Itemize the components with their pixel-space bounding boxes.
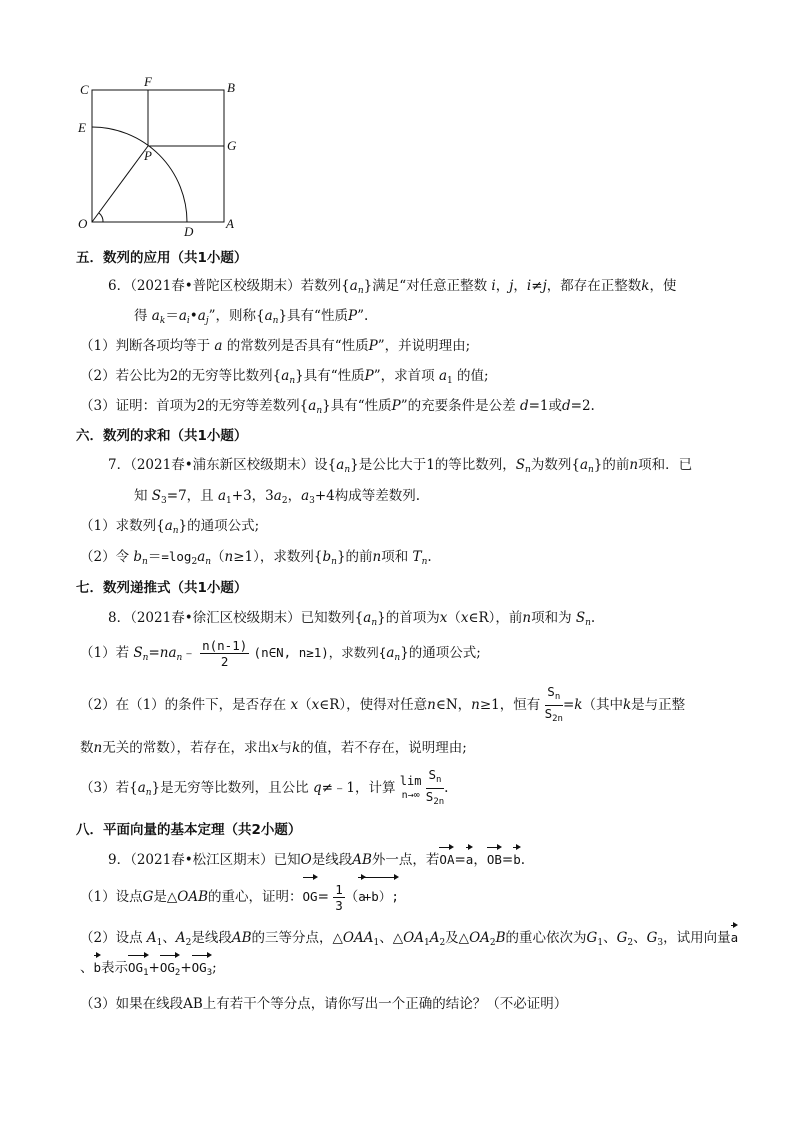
q7-line-2: 知 $S_3=7$，且 $a_1+3$，$3a_2$，$a_3+4$构成等差数列. bbox=[134, 488, 421, 506]
fraction-sn-over-s2n-limit: $\frac{S_n}{S_{2n}}$ bbox=[425, 767, 445, 807]
label-p: P bbox=[144, 148, 152, 163]
q9-line-1: 9．（2021春•松江区期末）已知O是线段AB外一点，若OA=a，OB=b. bbox=[108, 852, 526, 868]
limit-expression: lim n→∞ bbox=[399, 774, 422, 801]
label-f: F bbox=[144, 74, 152, 89]
q9-part-2: （2）设点 $A_1$、$A_2$是线段AB的三等分点，$\triangle OAA_1$、$\triangle OA_1A_2$及$\triangle OA_2B$的重心依次为$G_1$、$G_2$、$G_3$，试用向量a bbox=[80, 930, 739, 948]
q8-part-3: （3）若$\{a_n\}$是无穷等比数列，且公比 q≠﹣1，计算 lim n→∞ $\frac{S_n}{S_{2n}}$ . bbox=[80, 766, 448, 815]
square-outline bbox=[92, 90, 224, 222]
q6-line-1: 6．（2021春•普陀区校级期末）若数列$\{a_n\}$满足“对任意正整数 i，j，i≠j，都存在正整数k，使 bbox=[108, 278, 677, 296]
fraction-one-third: $\frac{1}{3}$ bbox=[335, 882, 343, 913]
label-o: O bbox=[78, 216, 88, 231]
q6-part-2: （2）若公比为2的无穷等比数列$\{a_n\}$具有“性质P”，求首项 $a_1$ 的值; bbox=[80, 368, 489, 386]
q9-part-1: （1）设点G是△OAB的重心，证明：OG= $\frac{1}{3}$ （a+b）; bbox=[80, 882, 399, 913]
label-e: E bbox=[78, 120, 86, 135]
section-7-heading: 七．数列递推式（共1小题） bbox=[76, 580, 248, 596]
q8-part-2: （2）在（1）的条件下，是否存在 x（x∈R），使得对任意n∈N，n≥1，恒有 $\frac{S_n}{S_{2n}}$ =k（其中k是与正整 bbox=[80, 684, 685, 727]
label-b: B bbox=[227, 80, 235, 95]
q9-part-2-line-2: 、b表示$OG_1+OG_2+OG_3$; bbox=[80, 958, 217, 983]
segment-op bbox=[92, 146, 148, 222]
q6-part-1: （1）判断各项均等于 a 的常数列是否具有“性质P”，并说明理由; bbox=[80, 338, 471, 354]
q6-line-2: 得 $a_k=a_i•a_j$”，则称$\{a_n\}$具有“性质P”. bbox=[134, 308, 369, 326]
q7-part-2: （2）令 $b_n==\log_2a_n(n\ge 1)$，求数列$\{b_n\}$的前n项和 $T_n$. bbox=[80, 549, 432, 567]
label-g: G bbox=[227, 138, 237, 153]
q7-line-1: 7．（2021春•浦东新区校级期末）设$\{a_n\}$是公比大于1的等比数列，$S_n$为数列$\{a_n\}$的前n项和．已 bbox=[108, 457, 693, 475]
q8-part-1: （1）若 $S_n=na_n﹣$ $\frac{n(n-1)}{2}$ (n∈N, n≥1)，求数列$\{a_n\}$的通项公式; bbox=[80, 638, 481, 669]
label-c: C bbox=[80, 82, 89, 97]
fraction-sn-over-s2n: $\frac{S_n}{S_{2n}}$ bbox=[544, 684, 563, 724]
section-5-heading: 五．数列的应用（共1小题） bbox=[76, 250, 248, 266]
q8-line-1: 8．（2021春•徐汇区校级期末）已知数列$\{a_n\}$的首项为x（x∈R），前n项和为 $S_n$. bbox=[108, 610, 596, 628]
q6-part-3: （3）证明：首项为2的无穷等差数列$\{a_n\}$具有“性质P”的充要条件是公差 d=1或d=2. bbox=[80, 398, 595, 416]
geometry-figure bbox=[72, 72, 252, 242]
label-d: D bbox=[184, 224, 194, 239]
section-8-heading: 八．平面向量的基本定理（共2小题） bbox=[76, 822, 302, 838]
label-a: A bbox=[226, 216, 234, 231]
fraction-n-n-minus-1-over-2: $\frac{n(n-1)}{2}$ bbox=[202, 638, 248, 669]
section-6-heading: 六．数列的求和（共1小题） bbox=[76, 428, 248, 444]
arc-ed bbox=[92, 127, 187, 222]
q9-part-3: （3）如果在线段AB上有若干个等分点，请你写出一个正确的结论？（不必证明） bbox=[80, 996, 568, 1012]
q8-part-2-line-2: 数n无关的常数），若存在，求出x与k的值，若不存在，说明理由; bbox=[80, 740, 467, 756]
angle-mark bbox=[99, 213, 103, 222]
q7-part-1: （1）求数列$\{a_n\}$的通项公式; bbox=[80, 518, 260, 536]
